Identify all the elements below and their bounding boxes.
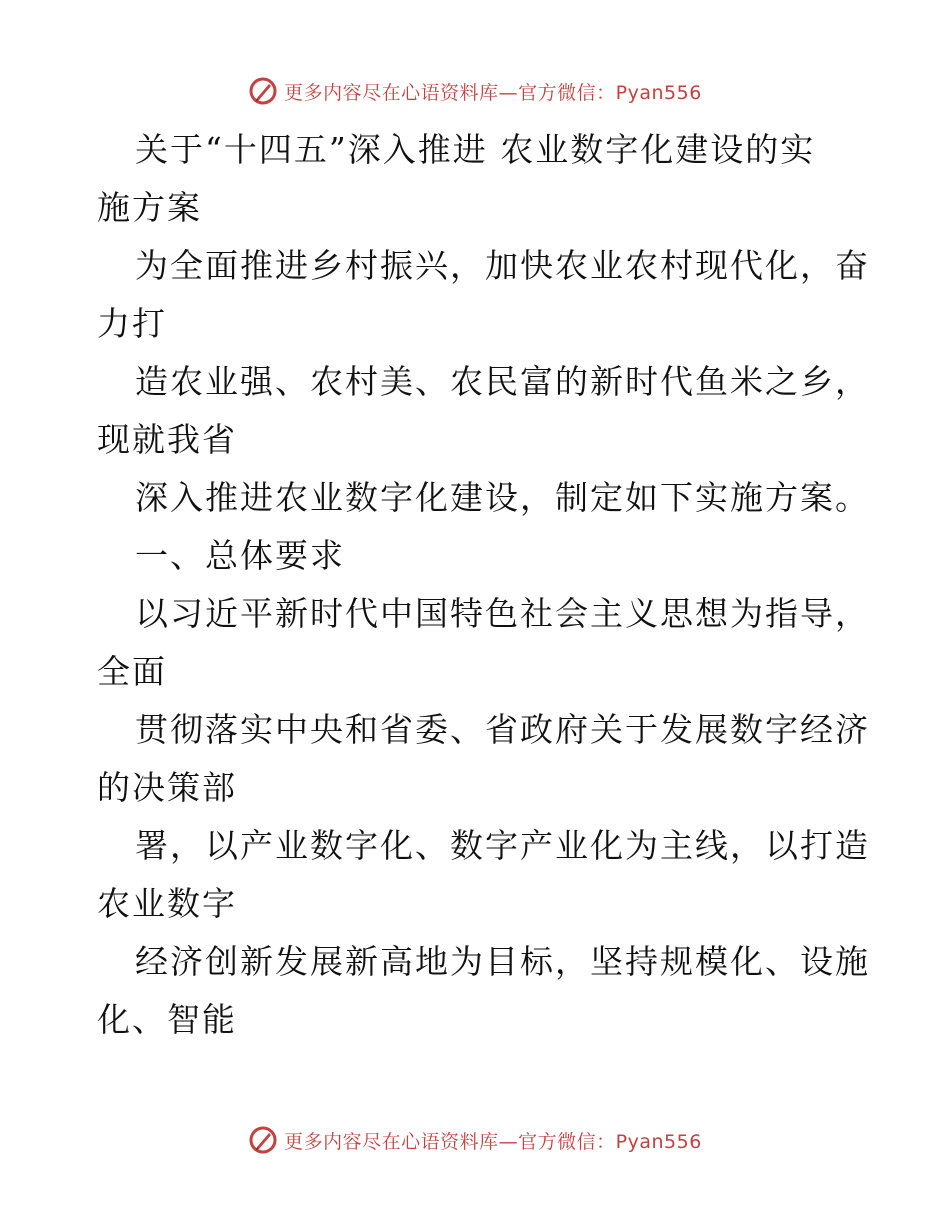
text-line: 农业数字	[97, 884, 237, 923]
footer-watermark	[0, 1120, 950, 1160]
text-line: 为全面推进乡村振兴，加快农业农村现代化，奋	[135, 246, 870, 285]
text-line: 化、智能	[97, 1000, 237, 1039]
text-line: 力打	[97, 304, 167, 343]
text-line: 署，以产业数字化、数字产业化为主线，以打造	[135, 826, 870, 865]
text-line: 经济创新发展新高地为目标，坚持规模化、设施	[135, 942, 870, 981]
header-watermark	[0, 71, 950, 111]
text-line: 造农业强、农村美、农民富的新时代鱼米之乡，	[135, 362, 870, 401]
text-line: 深入推进农业数字化建设，制定如下实施方案。	[135, 478, 870, 517]
text-line: 一、总体要求	[135, 536, 345, 575]
watermark-text: 更多内容尽在心语资料库—官方微信：Pyan556	[284, 1130, 702, 1153]
text-line: 现就我省	[97, 420, 237, 459]
text-line: 贯彻落实中央和省委、省政府关于发展数字经济	[135, 710, 870, 749]
document-body	[97, 121, 870, 1049]
text-line: 关于“十四五”深入推进 农业数字化建设的实	[135, 130, 816, 169]
text-line: 以习近平新时代中国特色社会主义思想为指导，	[135, 594, 870, 633]
quill-pen-logo-icon	[248, 1125, 278, 1155]
text-line: 全面	[97, 652, 167, 691]
text-line: 施方案	[97, 188, 202, 227]
quill-pen-logo-icon	[248, 76, 278, 106]
watermark-text: 更多内容尽在心语资料库—官方微信：Pyan556	[284, 81, 702, 104]
text-line: 的决策部	[97, 768, 237, 807]
